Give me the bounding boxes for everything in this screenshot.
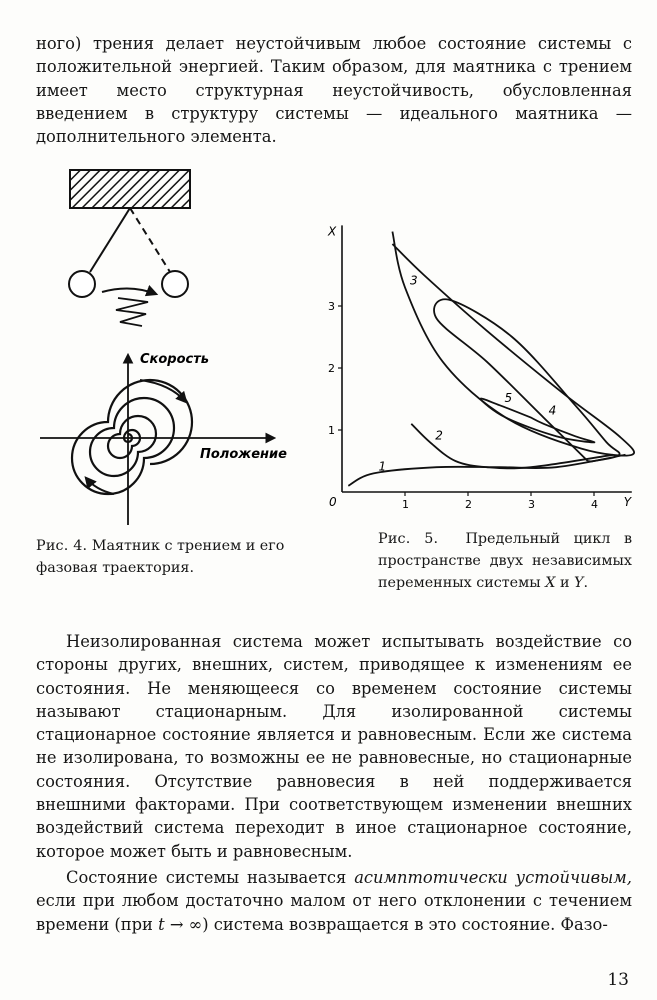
x-tick-label: 1 [402,498,409,511]
position-label: Положение [200,447,287,462]
curve-label-3: 3 [410,273,418,288]
p2-math-t: t [158,914,165,934]
y-tick-label: 2 [328,362,335,375]
p2-before: Состояние системы называется [66,868,347,887]
caption-var-y: Y [574,575,584,591]
figure-4 [30,160,290,530]
pendulum-support [70,170,190,208]
caption-end: . [583,575,589,591]
figure-5-caption-text: Предельный цикл в пространстве двух независимых переменных системы [378,531,632,591]
swing-arrow [102,288,156,294]
x-tick-label: 2 [465,498,472,511]
figure-4-caption-text: Маятник с трением и его фазовая траектория. [36,538,285,576]
curve-label-4: 4 [548,403,557,418]
pendulum-rod-dashed [130,208,170,272]
figure-4-label: Рис. 4. [36,538,88,554]
intro-paragraph: ного) трения делает неустойчивым любое состояние системы с положительной энергией. Таким образом, для маятника с трением имеет место структурная неустойчивость, обусловленная введением в структуру системы — идеального маятника — дополнительного элемента. [36,34,632,147]
y-tick-label: 3 [328,300,335,313]
phase-spiral [72,380,192,494]
origin-label: 0 [329,495,337,509]
pendulum-bob-right [162,271,188,297]
body-paragraph-1: Неизолированная система может испытывать воздействие со стороны других, внешних, систем, приводящее к изменениям ее состояния. Не меняющееся со временем состояние системы называют стационарным. Для изолированной системы стационарное состояние является и равновесным. Если же система не изолирована, то возможны ее не равновесные, но стационарные состояния. Отсутствие равновесия в ней поддерживается внешними факторами. При соответствующем изменении внешних воздействий система переходит в иное стационарное состояние, которое может быть и равновесным. [36,632,632,861]
p2-math-arrow: → ∞) [169,914,209,934]
x-tick-label: 3 [528,498,535,511]
pendulum-bob-left [69,271,95,297]
trajectory-4 [434,299,620,461]
p2-term: асимптотически устойчивым, [354,868,632,887]
page-number: 13 [607,970,629,990]
figure-5-label: Рис. 5. [378,531,439,547]
swing-zigzag [116,298,148,326]
p2-middle: если при любом достаточно малом от него отклонении с течением времени (при [36,891,632,934]
figure-5-chart [320,220,640,515]
figure-4-caption [36,535,316,579]
curve-label-1: 1 [378,459,387,474]
curve-label-2: 2 [435,428,443,443]
spiral-arrow-bottom [86,478,114,494]
y-axis-label: X [328,224,337,239]
caption-var-x: X [545,575,556,591]
pendulum-rod [90,208,130,272]
p2-after: система возвращается в это состояние. Фазо- [213,914,608,934]
speed-label: Скорость [140,352,209,367]
figure-5-caption [378,528,632,594]
caption-and: и [559,575,570,591]
y-tick-label: 1 [328,424,335,437]
curve-label-5: 5 [504,391,513,406]
x-tick-label: 4 [591,498,598,511]
body-paragraph-2 [36,866,632,936]
x-axis-label: Y [623,495,632,509]
